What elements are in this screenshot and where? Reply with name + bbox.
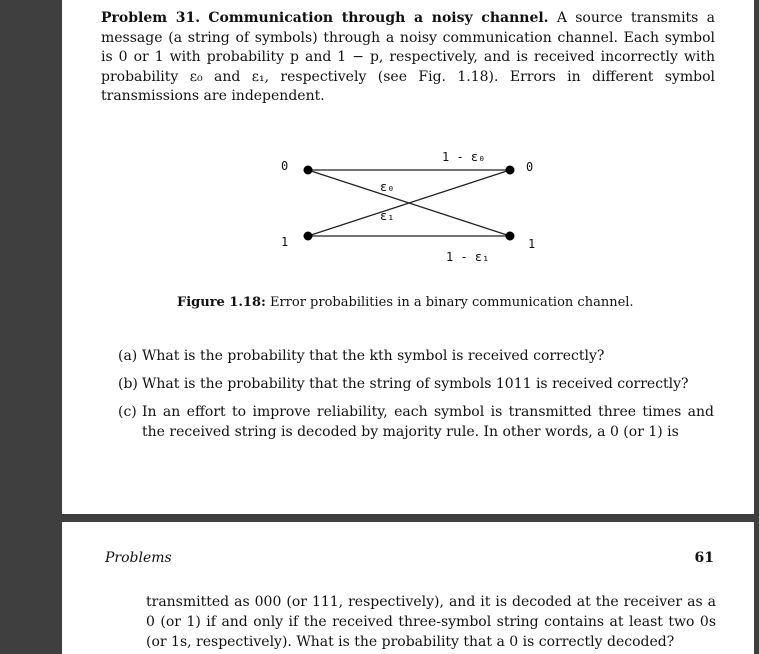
question-text: In an effort to improve reliability, each symbol is transmitted three times and the received string is decoded by majority rule. In other words, a 0 (or 1) is xyxy=(142,404,714,440)
label-bottom-edge: 1 - ε₁ xyxy=(446,250,490,264)
question-a xyxy=(118,346,714,366)
continuation-text: transmitted as 000 (or 111, respectively), and it is decoded at the receiver as a 0 (or 1) if and only if the received three-symbol string contains at least two 0s (or 1s, respectively). What is the probability that a 0 is correctly decoded? xyxy=(146,594,716,650)
question-text: What is the probability that the string of symbols 1011 is received correctly? xyxy=(142,376,689,392)
page-number: 61 xyxy=(694,550,714,566)
channel-diagram xyxy=(262,140,542,270)
question-label: (c) xyxy=(118,404,137,420)
problem-heading: Problem 31. xyxy=(101,10,201,26)
page-lower xyxy=(62,522,754,654)
label-right-1: 1 xyxy=(528,237,536,251)
caption-label: Figure 1.18: xyxy=(177,295,266,310)
question-b xyxy=(118,374,714,394)
node-right-0 xyxy=(506,166,515,175)
label-right-0: 0 xyxy=(526,160,534,174)
running-head: Problems xyxy=(105,550,172,566)
label-left-0: 0 xyxy=(281,159,289,173)
question-label: (a) xyxy=(118,348,138,364)
figure-caption xyxy=(177,294,697,312)
question-c xyxy=(118,402,714,442)
label-left-1: 1 xyxy=(281,235,289,249)
node-left-0 xyxy=(304,166,313,175)
question-label: (b) xyxy=(118,376,138,392)
problem-title: Communication through a noisy channel. xyxy=(208,10,549,26)
question-text: What is the probability that the kth symbol is received correctly? xyxy=(142,348,605,364)
label-top-edge: 1 - ε₀ xyxy=(442,150,486,164)
caption-text: Error probabilities in a binary communication channel. xyxy=(269,295,634,310)
node-right-1 xyxy=(506,232,515,241)
page-upper xyxy=(62,0,754,514)
label-cross-1: ε₁ xyxy=(380,209,395,223)
problem-paragraph xyxy=(101,9,715,107)
node-left-1 xyxy=(304,232,313,241)
label-cross-0: ε₀ xyxy=(380,180,395,194)
problem-body: A source transmits a message (a string of symbols) through a noisy communication channel. Each symbol is 0 or 1 with probability p and 1 − p, respectively, and is received incorrectly with probability ε₀ and ε₁, respectively (see Fig. 1.18). Errors in different symbol transmissions are independent. xyxy=(101,10,715,105)
question-list xyxy=(118,346,714,450)
channel-diagram-svg xyxy=(262,140,542,270)
